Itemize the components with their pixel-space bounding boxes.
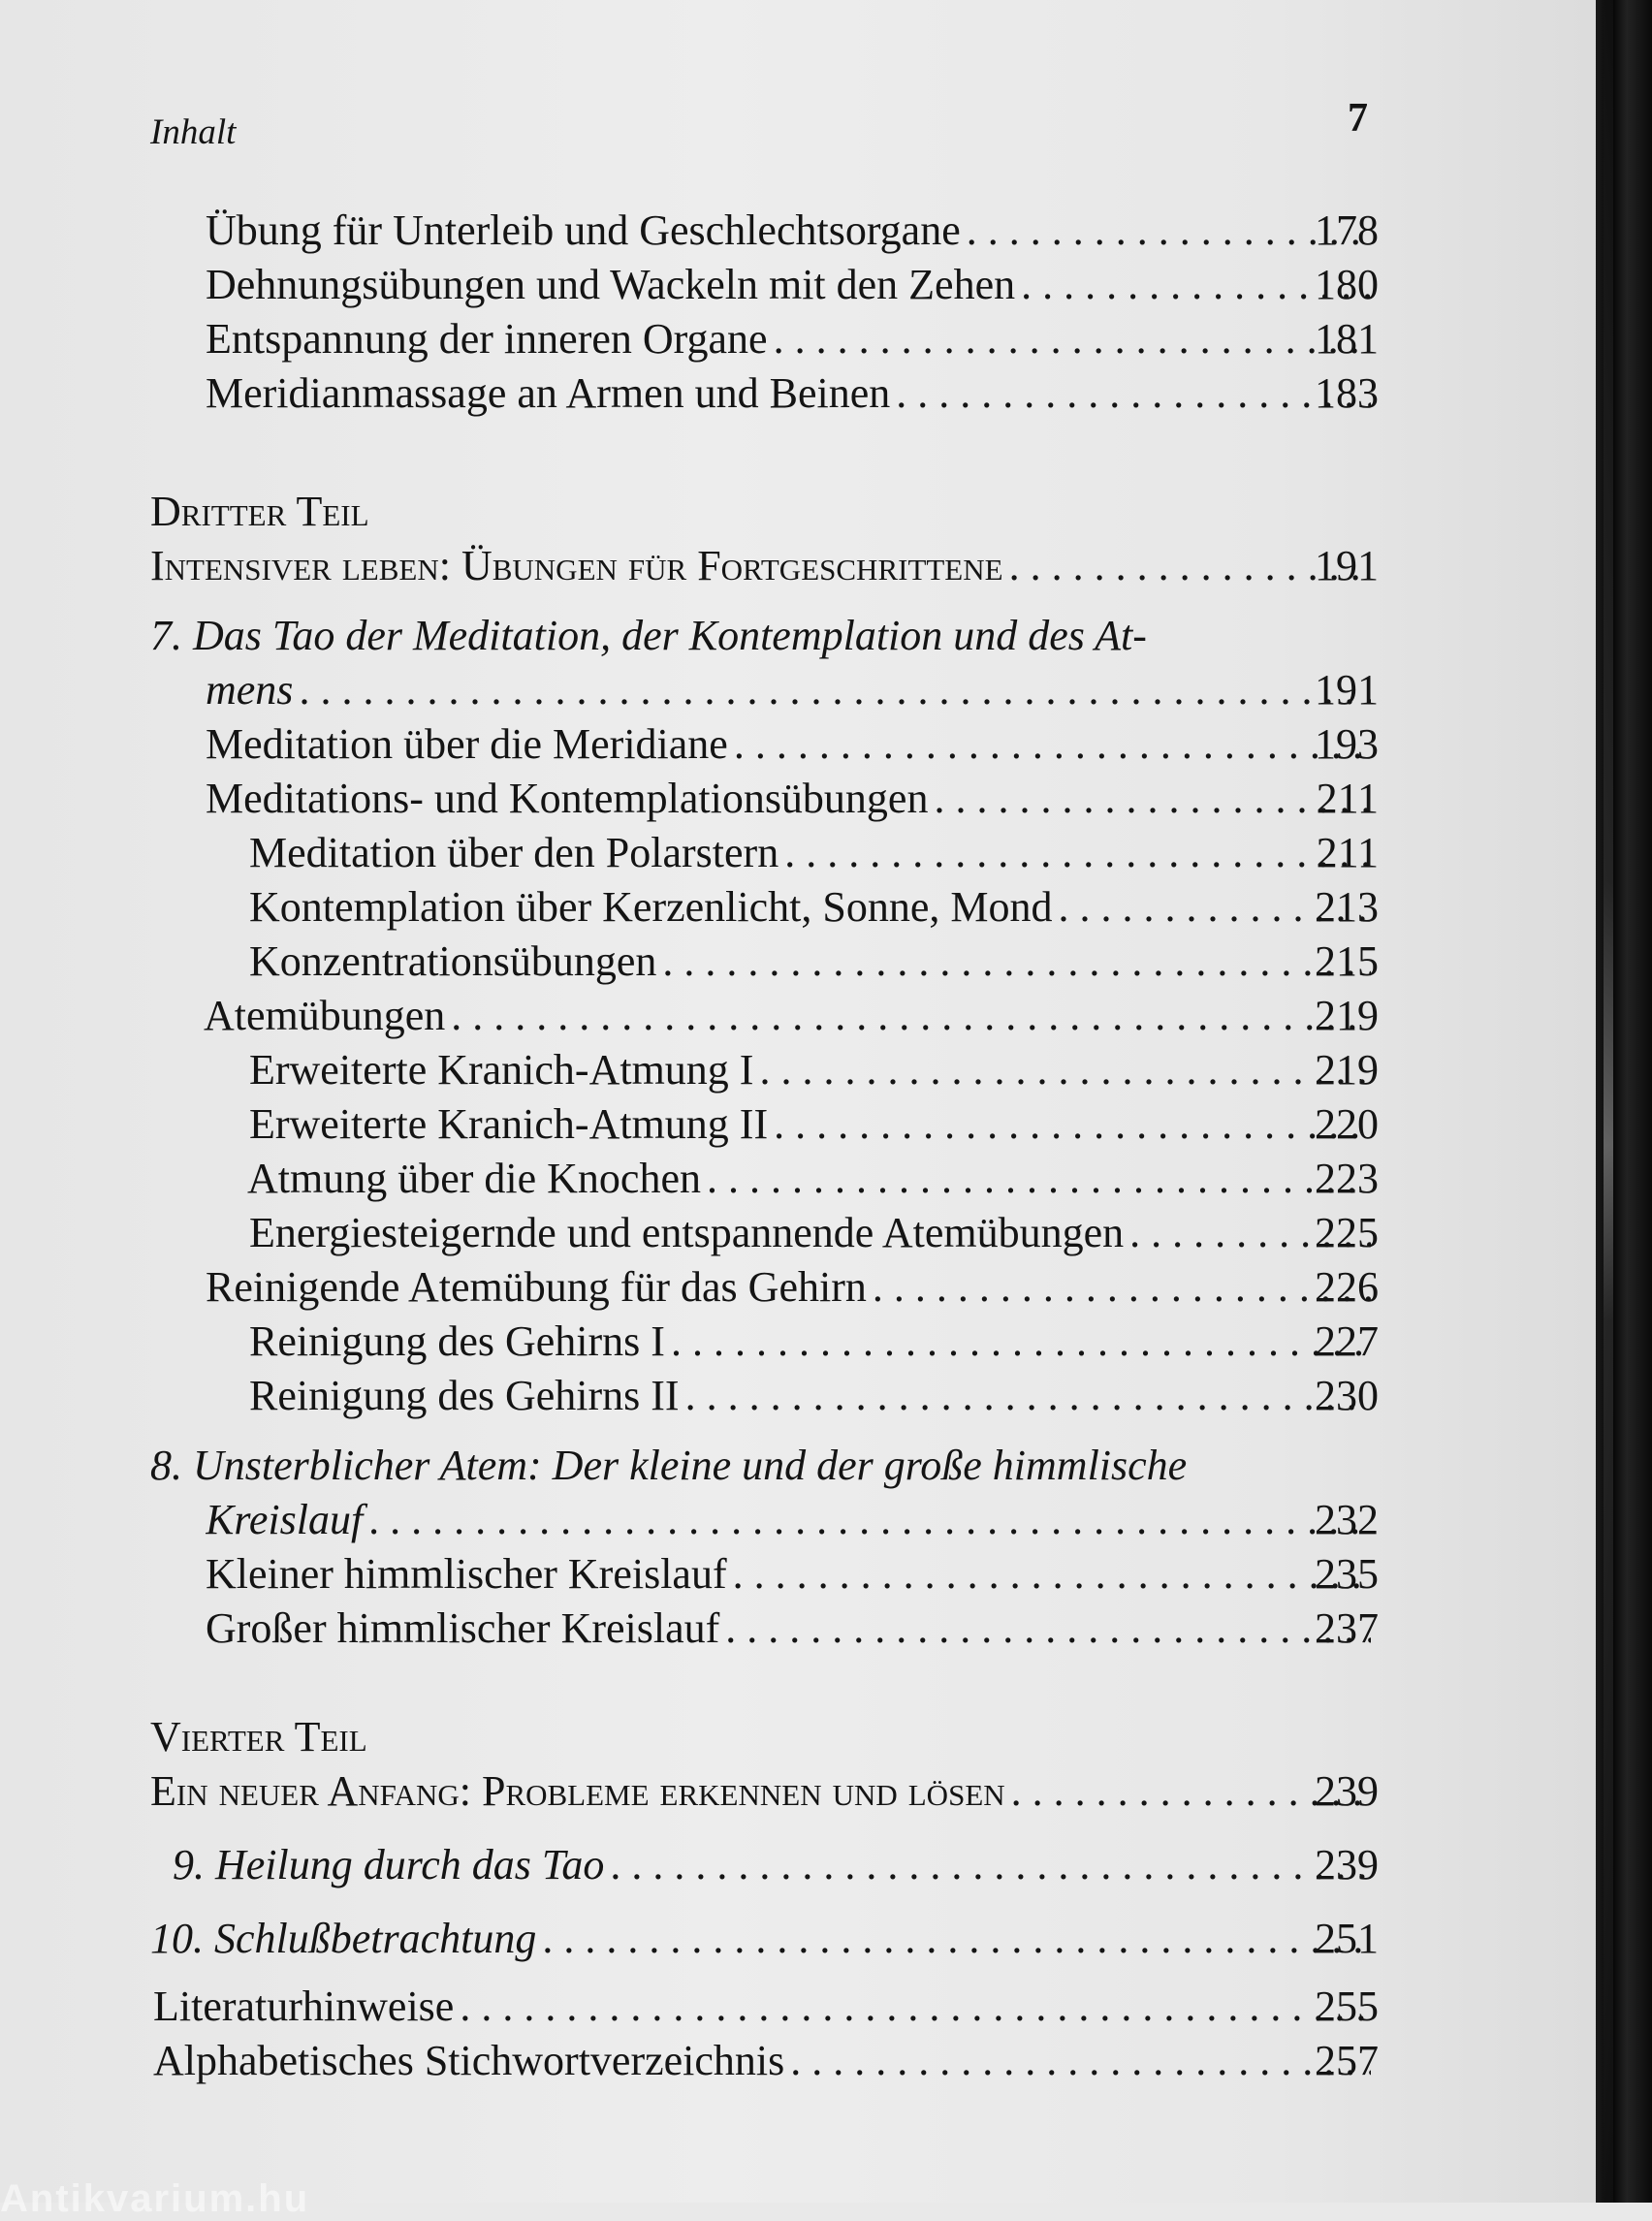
toc-subentry — [249, 1097, 1379, 1152]
toc-entry-page: 220 — [1315, 1100, 1379, 1148]
toc-entry-page: 213 — [1315, 883, 1379, 931]
part-title-text: Intensiver leben: Übungen für Fortgeschrittene — [150, 542, 1003, 589]
toc-entry — [206, 1602, 1379, 1656]
toc-entry — [153, 2034, 1379, 2088]
toc-entry-title: Konzentrationsübungen — [249, 937, 657, 985]
toc-entry-page: 183 — [1315, 369, 1379, 417]
toc-entry-page: 219 — [1315, 992, 1379, 1039]
toc-entry — [153, 1980, 1379, 2034]
toc-entry-page: 237 — [1315, 1604, 1379, 1652]
toc-entry-title: Meditations- und Kontemplationsübungen — [206, 775, 929, 822]
toc-entry-title: Entspannung der inneren Organe — [206, 315, 768, 363]
toc-entry-title: Kontemplation über Kerzenlicht, Sonne, Mond — [249, 883, 1053, 931]
toc-entry-title: Reinigende Atemübung für das Gehirn — [206, 1263, 867, 1311]
chapter-title-cont — [206, 1493, 1379, 1547]
toc-subentry — [249, 1315, 1379, 1369]
toc-entry-page: 181 — [1315, 315, 1379, 363]
toc-entry-title: Meditation über die Meridiane — [206, 720, 728, 768]
toc-subentry — [249, 880, 1379, 935]
chapter-title — [173, 1838, 1379, 1892]
toc-entry-page: 215 — [1315, 937, 1379, 985]
toc-entry-title: Erweiterte Kranich-Atmung I — [249, 1046, 754, 1094]
toc-entry-page: 239 — [1315, 1767, 1379, 1815]
toc-entry — [206, 204, 1379, 258]
toc-subentry — [249, 935, 1379, 989]
part-label: Vierter Teil — [150, 1713, 367, 1761]
toc-entry-page: 239 — [1315, 1841, 1379, 1888]
toc-entry-page: 232 — [1315, 1496, 1379, 1543]
toc-entry-title: Reinigung des Gehirns II — [249, 1372, 680, 1419]
toc-entry-page: 255 — [1315, 1983, 1379, 2030]
toc-entry-title: Atemübungen — [204, 992, 446, 1039]
toc-entry-page: 219 — [1315, 1046, 1379, 1094]
toc-entry-title: Dehnungsübungen und Wackeln mit den Zehen — [206, 261, 1016, 308]
toc-entry-page: 223 — [1315, 1155, 1379, 1202]
running-header: Inhalt — [150, 112, 237, 152]
toc-entry-title: Literaturhinweise — [153, 1983, 455, 2030]
toc-entry — [206, 1260, 1379, 1315]
toc-subentry — [249, 826, 1379, 880]
book-spine — [1596, 0, 1652, 2203]
chapter-title-text: mens — [206, 666, 294, 714]
chapter-title: 8. Unsterblicher Atem: Der kleine und der große himmlische — [150, 1442, 1188, 1489]
chapter-title — [150, 1912, 1379, 1966]
toc-entry-page: 191 — [1315, 666, 1379, 714]
toc-entry-page: 178 — [1315, 206, 1379, 254]
chapter-title-cont — [206, 663, 1379, 717]
part-label: Dritter Teil — [150, 488, 369, 535]
toc-entry-page: 235 — [1315, 1550, 1379, 1598]
toc-entry-page: 225 — [1315, 1209, 1379, 1256]
toc-entry-page: 226 — [1315, 1263, 1379, 1311]
chapter-title-text: 9. Heilung durch das Tao — [173, 1841, 605, 1888]
toc-entry — [204, 989, 1379, 1043]
toc-entry-page: 227 — [1315, 1317, 1379, 1365]
toc-entry-title: Erweiterte Kranich-Atmung II — [249, 1100, 769, 1148]
part-title — [150, 1764, 1379, 1819]
toc-entry — [206, 312, 1379, 366]
part-title — [150, 539, 1379, 593]
watermark: Antikvarium.hu — [0, 2177, 310, 2220]
toc-entry-page: 211 — [1316, 775, 1379, 822]
toc-entry-page: 230 — [1315, 1372, 1379, 1419]
toc-subentry — [247, 1152, 1379, 1206]
toc-entry-title: Großer himmlischer Kreislauf — [206, 1604, 720, 1652]
toc-subentry — [249, 1206, 1379, 1260]
part-title-text: Ein neuer Anfang: Probleme erkennen und lösen — [150, 1767, 1005, 1815]
toc-entry-page: 251 — [1315, 1915, 1379, 1962]
toc-entry — [206, 366, 1379, 421]
toc-entry-page: 191 — [1315, 542, 1379, 589]
toc-entry — [206, 717, 1379, 772]
chapter-title-text: Kreislauf — [206, 1496, 364, 1543]
toc-entry-title: Übung für Unterleib und Geschlechtsorgane — [206, 206, 961, 254]
chapter-title: 7. Das Tao der Meditation, der Kontemplation und des At- — [150, 612, 1147, 659]
toc-entry-title: Reinigung des Gehirns I — [249, 1317, 665, 1365]
toc-subentry — [249, 1369, 1379, 1423]
toc-entry-title: Meditation über den Polarstern — [249, 829, 779, 876]
toc-entry-page: 180 — [1315, 261, 1379, 308]
toc-entry — [206, 772, 1379, 826]
toc-entry-page: 193 — [1315, 720, 1379, 768]
toc-entry — [206, 258, 1379, 312]
page-number: 7 — [1348, 96, 1368, 141]
toc-entry — [206, 1547, 1379, 1602]
toc-subentry — [249, 1043, 1379, 1097]
toc-entry-page: 211 — [1316, 829, 1379, 876]
chapter-title-text: 10. Schlußbetrachtung — [150, 1915, 537, 1962]
toc-entry-title: Energiesteigernde und entspannende Atemübungen — [249, 1209, 1125, 1256]
toc-entry-page: 257 — [1315, 2037, 1379, 2084]
toc-entry-title: Atmung über die Knochen — [247, 1155, 701, 1202]
toc-entry-title: Meridianmassage an Armen und Beinen — [206, 369, 891, 417]
toc-entry-title: Kleiner himmlischer Kreislauf — [206, 1550, 727, 1598]
toc-entry-title: Alphabetisches Stichwortverzeichnis — [153, 2037, 785, 2084]
